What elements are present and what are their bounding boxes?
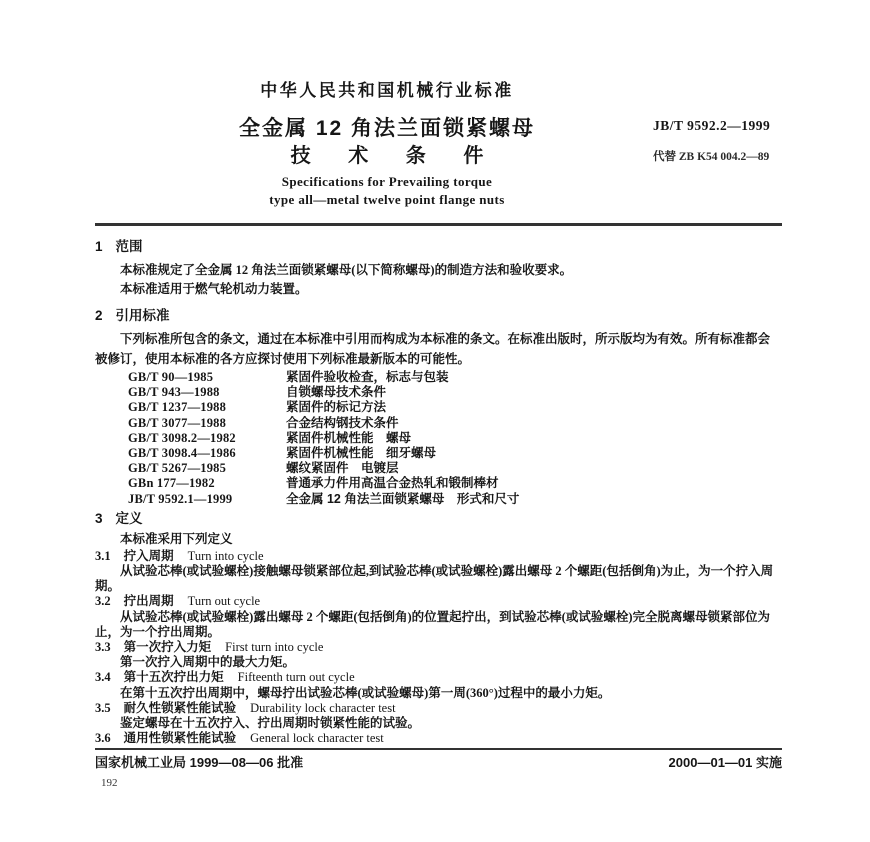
definition-heading: [95, 640, 782, 656]
reference-title: 紧固件验收检查，标志与包装: [286, 370, 449, 384]
standard-code-block: [653, 118, 870, 164]
definition-item: [95, 549, 782, 595]
reference-code: GB/T 3077—1988: [128, 415, 227, 430]
definition-heading: [95, 594, 782, 610]
definition-body: 从试验芯棒(或试验螺栓)露出螺母 2 个螺距(包括倒角)的位置起拧出，到试验芯棒(或试验螺栓)完全脱离螺母锁紧部位为止，为一个拧出周期。: [95, 609, 770, 639]
reference-item: [95, 461, 782, 476]
definition-term-en: Fifteenth turn out cycle: [237, 670, 355, 685]
definition-number: 3.3: [95, 639, 111, 654]
section-title: 定义: [115, 510, 143, 526]
definition-item: [95, 731, 782, 747]
reference-code: JB/T 9592.1—1999: [128, 491, 233, 506]
document-header: [95, 81, 679, 208]
definition-number: 3.1: [95, 548, 111, 563]
reference-title: 普通承力件用高温合金热轧和锻制棒材: [286, 476, 499, 491]
definition-term-cn: 拧入周期: [123, 548, 174, 563]
document-subtitle-cn: 技 术 条 件: [290, 145, 500, 167]
standard-code: JB/T 9592.2—1999: [653, 118, 771, 133]
definition-term-cn: 第一次拧入力矩: [123, 639, 212, 654]
definition-item: [95, 670, 782, 701]
implementation-note: 2000—01—01 实施: [668, 755, 782, 770]
definition-item: [95, 640, 782, 671]
references-intro: 下列标准所包含的条文，通过在本标准中引用而构成为本标准的条文。在标准出版时，所示版均为有效。所有标准都会被修订，使用本标准的各方应探讨使用下列标准最新版本的可能性。: [95, 332, 771, 366]
section-heading: [95, 238, 782, 256]
reference-item: [95, 370, 782, 385]
reference-code: GB/T 3098.4—1986: [128, 446, 236, 461]
reference-code: GB/T 943—1988: [128, 385, 220, 400]
reference-title: 螺纹紧固件 电镀层: [286, 461, 399, 476]
section-heading: [95, 307, 782, 325]
section-number: 1: [95, 239, 103, 254]
definition-heading: [95, 549, 782, 565]
reference-title: 紧固件机械性能 螺母: [286, 430, 412, 445]
definitions-intro: 本标准采用下列定义: [120, 531, 233, 546]
reference-item: [95, 446, 782, 461]
definition-term-en: General lock character test: [250, 731, 384, 746]
reference-title: 自锁螺母技术条件: [286, 385, 387, 400]
standard-authority-title: 中华人民共和国机械行业标准: [260, 81, 514, 100]
reference-code: GB/T 90—1985: [128, 370, 214, 384]
definition-number: 3.4: [95, 670, 111, 685]
reference-item: [95, 492, 782, 507]
reference-title: 合金结构钢技术条件: [286, 415, 399, 430]
section-title: 引用标准: [115, 308, 170, 323]
definition-heading: [95, 670, 782, 686]
reference-item: [95, 385, 782, 400]
definition-body: 在第十五次拧出周期中，螺母拧出试验芯棒(或试验螺母)第一周(360°)过程中的最小力矩。: [120, 685, 611, 700]
definitions-list: [95, 549, 782, 747]
document-title-en-line1: Specifications for Prevailing torque: [281, 174, 493, 189]
footer-row: [95, 755, 782, 771]
approval-note: 国家机械工业局 1999—08—06 批准: [95, 755, 304, 770]
reference-code: GB/T 5267—1985: [128, 461, 227, 476]
definition-term-en: Durability lock character test: [250, 700, 396, 715]
reference-code: GB/T 1237—1988: [128, 400, 227, 415]
page-number: 192: [101, 777, 118, 789]
document-title-en-line2: type all—metal twelve point flange nuts: [269, 192, 505, 207]
reference-item: [95, 431, 782, 446]
section-definitions: [95, 510, 782, 747]
document-content: [95, 0, 782, 747]
definition-body: 从试验芯棒(或试验螺栓)接触螺母锁紧部位起,到试验芯棒(或试验螺栓)露出螺母 2 个螺距(包括倒角)为止，为一个拧入周期。: [95, 564, 774, 594]
reference-list: [95, 370, 782, 507]
scope-paragraph-1: 本标准规定了全金属 12 角法兰面锁紧螺母(以下简称螺母)的制造方法和验收要求。: [120, 263, 573, 277]
definition-number: 3.5: [95, 700, 111, 715]
definition-term-cn: 耐久性锁紧性能试验: [123, 700, 237, 715]
header-divider-rule: [95, 223, 782, 226]
definition-body: 第一次拧入周期中的最大力矩。: [120, 655, 296, 670]
section-title: 范围: [115, 239, 143, 254]
section-scope: [95, 238, 782, 299]
definition-number: 3.6: [95, 731, 111, 746]
definition-item: [95, 701, 782, 732]
definition-term-en: Turn out cycle: [187, 594, 261, 609]
definition-term-cn: 拧出周期: [123, 594, 174, 609]
definition-term-cn: 通用性锁紧性能试验: [123, 731, 237, 746]
reference-title: 紧固件的标记方法: [286, 400, 387, 415]
definition-term-cn: 第十五次拧出力矩: [123, 670, 224, 685]
definition-heading: [95, 731, 782, 747]
definition-heading: [95, 701, 782, 717]
reference-title: 紧固件机械性能 细牙螺母: [286, 446, 437, 461]
reference-item: [95, 416, 782, 431]
section-number: 3: [95, 510, 103, 526]
reference-code: GBn 177—1982: [128, 476, 215, 491]
definition-term-en: Turn into cycle: [187, 548, 264, 563]
reference-item: [95, 476, 782, 491]
definition-number: 3.2: [95, 594, 111, 609]
superseded-standard: 代替 ZB K54 004.2—89: [653, 151, 770, 163]
definition-body: 鉴定螺母在十五次拧入、拧出周期时锁紧性能的试验。: [120, 716, 421, 731]
section-heading: [95, 510, 782, 528]
reference-item: [95, 400, 782, 415]
document-footer: [95, 748, 782, 790]
reference-title: 全金属 12 角法兰面锁紧螺母 形式和尺寸: [286, 491, 520, 506]
definition-term-en: First turn into cycle: [225, 639, 324, 654]
scope-paragraph-2: 本标准适用于燃气轮机动力装置。: [120, 282, 308, 296]
reference-code: GB/T 3098.2—1982: [128, 430, 236, 445]
definition-item: [95, 594, 782, 640]
section-references: [95, 307, 782, 507]
footer-divider-rule: [95, 748, 782, 750]
section-number: 2: [95, 308, 103, 323]
document-title-cn: 全金属 12 角法兰面锁紧螺母: [238, 117, 536, 140]
